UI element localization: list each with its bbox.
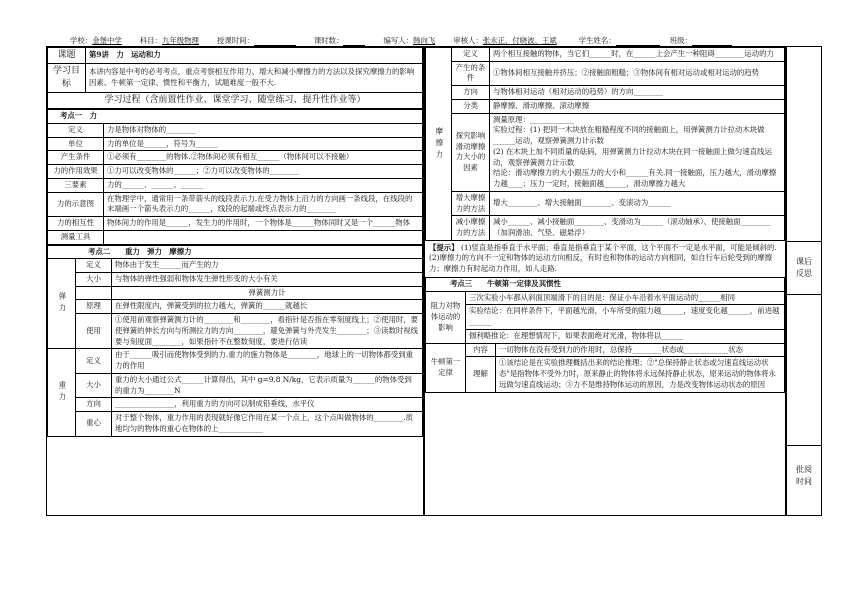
subject-label: 科目： [139, 36, 162, 45]
k2-title: 考点二 重力 弹力 摩擦力 [48, 245, 423, 259]
zhong-value: 由于______吸引而使物体受到的力.重力的施力物体是________，地球上的一切物体都受到重力的作用 [112, 349, 423, 373]
reflection-label: 课后反思 [796, 257, 812, 278]
tan-value: 在弹性限度内，弹簧受到的拉力越大，弹簧的______就越长 [112, 300, 423, 314]
k1-key: 三要素 [48, 178, 104, 192]
tan-value: ①使用前观察弹簧测力计的________和________，看指针是否指在零刻度线上；②使用时，要使弹簧的伸长方向与所测拉力的方向________，避免弹簧与外壳发生________；③读数时视线要与刻度面________，如果指针不在整数刻度，要进行估读 [112, 314, 423, 349]
mo-key: 探究影响滑动摩擦力大小的因素 [452, 113, 490, 191]
k1-value [104, 230, 423, 244]
hours-label: 课时数： [313, 36, 344, 45]
tan-key: 使用 [76, 314, 112, 349]
k1-table [47, 109, 423, 244]
mo-value: 测量原理：____________ 实验过程：(1) 把同一木块放在粗糙程度不同的接触面上，用弹簧测力计拉动木块做______运动，观察弹簧测力计示数 (2) 在木块上加不同质量的砝码，用弹簧测力计拉动木块在同一接触面上做匀速直线运动，观察弹簧测力计示数 结论：滑动摩擦力的大小跟压力的大小和______有关.同一接触面，压力越大，滑动摩擦力越____；压力一定时，接触面越______，滑动摩擦力越大 [490, 113, 785, 191]
k3-table [425, 277, 785, 393]
k1-title: 考点一 力 [48, 110, 423, 124]
topic-label: 课题 [48, 48, 86, 64]
mo-key: 减小摩擦力的方法 [452, 216, 490, 240]
student-value[interactable] [616, 36, 660, 46]
zhong-value: ________________，利用重力的方向可以制成铅垂线、水平仪 [112, 398, 423, 412]
zu-label: 阻力对物体运动的影响 [426, 291, 466, 343]
zhong-key: 方向 [76, 398, 112, 412]
k3-title: 考点三 牛顿第一定律及其惯性 [426, 277, 785, 291]
k1-value: 物体间力的作用是______，发生力的作用时，一个物体是______物体同时又是一个______物体 [104, 217, 423, 231]
tan-value: 物体由于发生______而产生的力 [112, 259, 423, 273]
nd-key: 内容 [466, 343, 496, 357]
tan-key: 大小 [76, 273, 112, 287]
zhong-key: 大小 [76, 373, 112, 397]
school-value: 金堡中学 [92, 36, 122, 45]
process-title: 学习过程（含前置性作业、课堂学习、随堂练习、提升性作业等） [48, 93, 423, 109]
tan-label: 弹力 [48, 259, 76, 349]
goal-text: 本讲内容是中考的必考考点，重点考察相互作用力、增大和减小摩擦力的方法以及探究摩擦力的影响因素、牛顿第一定律、惯性和平衡力，试题难度一般不大. [86, 64, 423, 93]
nd-value: ①该结论是在实验推理概括出来的结论推理；②"总保持静止状态或匀速直线运动状态"是指物体不受外力时，原来静止的物体将永远保持静止状态，原来运动的物体将永远做匀速直线运动；③力不是维持物体运动的原因，力是改变物体运动状态的原因 [496, 357, 785, 392]
tip-block [425, 241, 785, 277]
zu-value: 实验结论：在同样条件下，平面越光滑，小车所受的阻力越______，速度变化越______，前进越______ [466, 305, 785, 329]
subject-value: 九年级物理 [161, 36, 199, 45]
k1-value: 力的______、______、______ [104, 178, 423, 192]
k1-value: ①必须有________的物体.②物体间必须有相互______（物体间可以不接触） [104, 151, 423, 165]
mo-key: 分类 [452, 99, 490, 113]
reflection-box[interactable] [787, 242, 821, 295]
tip-1: (1)竖直是指垂直于水平面；垂直是指垂直于某个平面，这个平面不一定是水平面，可能是倾斜的. [460, 242, 777, 252]
mo-value: 两个相互接触的物体，当它们______时，在______上会产生一种阻碍________运动的力 [490, 48, 785, 62]
nd-value: 一切物体在没有受到力的作用时，总保持________状态或____________状态 [496, 343, 785, 357]
review-time-label: 批阅时间 [796, 465, 812, 486]
review-time-box[interactable] [787, 446, 821, 506]
mo-key: 定义 [452, 48, 490, 62]
mo-value: 静摩擦、滑动摩擦、滚动摩擦 [490, 99, 785, 113]
mo-label: 摩擦力 [426, 48, 452, 241]
topic-table [47, 47, 423, 109]
k2-table [47, 245, 423, 437]
mo-key: 产生的条件 [452, 61, 490, 85]
zhong-label: 重力 [48, 349, 76, 436]
nd-label: 牛顿第一定律 [426, 343, 466, 392]
class-label: 班级： [669, 36, 692, 45]
reviewer-value: 张永正、付晓波、王斌 [482, 36, 557, 45]
tan-key [76, 286, 112, 300]
mo-value: 增大________、增大接触面________、变滚动为______ [490, 191, 785, 215]
mo-key: 增大摩擦力的方法 [452, 191, 490, 215]
reviewer-label: 审核人： [453, 36, 483, 45]
tip-label: 【提示】 [429, 242, 459, 252]
k1-key: 定义 [48, 123, 104, 137]
mo-value: 与物体相对运动（相对运动的趋势）的方向________ [490, 86, 785, 100]
class-value[interactable] [692, 36, 732, 46]
time-value[interactable] [254, 36, 296, 46]
k1-key: 力的示意图 [48, 192, 104, 216]
author-label: 编写人： [383, 36, 414, 45]
zhong-key: 定义 [76, 349, 112, 373]
topic-title: 第9讲 力 运动和力 [86, 48, 423, 64]
k1-key: 单位 [48, 137, 104, 151]
goal-label: 学习目标 [48, 64, 86, 93]
zu-value: 三次实验小车都从斜面顶端滑下的目的是：保证小车沿着水平面运动的______相同 [466, 291, 785, 305]
k1-value: ①力可以改变物体的______；②力可以改变物体的________ [104, 165, 423, 179]
zhong-key: 重心 [76, 412, 112, 436]
zu-value: 伽利略推论：在理想情况下，如果表面绝对光滑，物体将以______ [466, 329, 785, 343]
tan-key: 原理 [76, 300, 112, 314]
tan-value: 与物体的弹性强弱和物体发生弹性形变的大小有关 [112, 273, 423, 287]
time-label: 授课时间： [216, 36, 254, 45]
k1-value: 力是物体对物体的________ [104, 123, 423, 137]
mo-key: 方向 [452, 86, 490, 100]
right-column [424, 46, 786, 516]
zhong-value: 重力的大小通过公式______计算得出，其中 g=9.8 N/kg，它表示质量为______的物体受到的重力为________N [112, 373, 423, 397]
tan-key: 定义 [76, 259, 112, 273]
author-value: 韩向飞 [413, 36, 436, 45]
k1-key: 产生条件 [48, 151, 104, 165]
side-column [786, 46, 822, 516]
k1-key: 测量工具 [48, 230, 104, 244]
k1-value: 力的单位是______，符号为______ [104, 137, 423, 151]
zhong-value: 对于整个物体，重力作用的表现就好像它作用在某一个点上，这个点叫做物体的________.质地均匀的物体的重心在物体的上____________ [112, 412, 423, 436]
k1-value: 在物理学中，通常用一条带箭头的线段表示力.在受力物体上沿力的方向画一条线段，在线段的末端画一个箭头表示力的______，线段的起端或终点表示力的________ [104, 192, 423, 216]
mo-value: ①物体间相互接触并挤压；②接触面粗糙；③物体间有相对运动或相对运动的趋势 [490, 61, 785, 85]
k1-key: 力的作用效果 [48, 165, 104, 179]
nd-key: 理解 [466, 357, 496, 392]
tip-2: (2)摩擦力的方向不一定和物体的运动方向相反，有时也和物体的运动方向相同，如自行车后轮受到的摩擦力；摩擦力有时起动力作用，如人走路. [429, 253, 773, 274]
mo-value: 减小______、减小接触面________、变滑动为______（滚动轴承）、使接触面________（加润滑油、气垫、磁悬浮） [490, 216, 785, 240]
school-label: 学校： [70, 36, 93, 45]
mo-table [425, 47, 785, 241]
student-label: 学生姓名： [578, 36, 616, 45]
hours-value[interactable] [343, 36, 365, 46]
left-column [46, 46, 424, 516]
k1-key: 力的相互性 [48, 217, 104, 231]
tan-value: 弹簧测力计 [112, 286, 423, 300]
